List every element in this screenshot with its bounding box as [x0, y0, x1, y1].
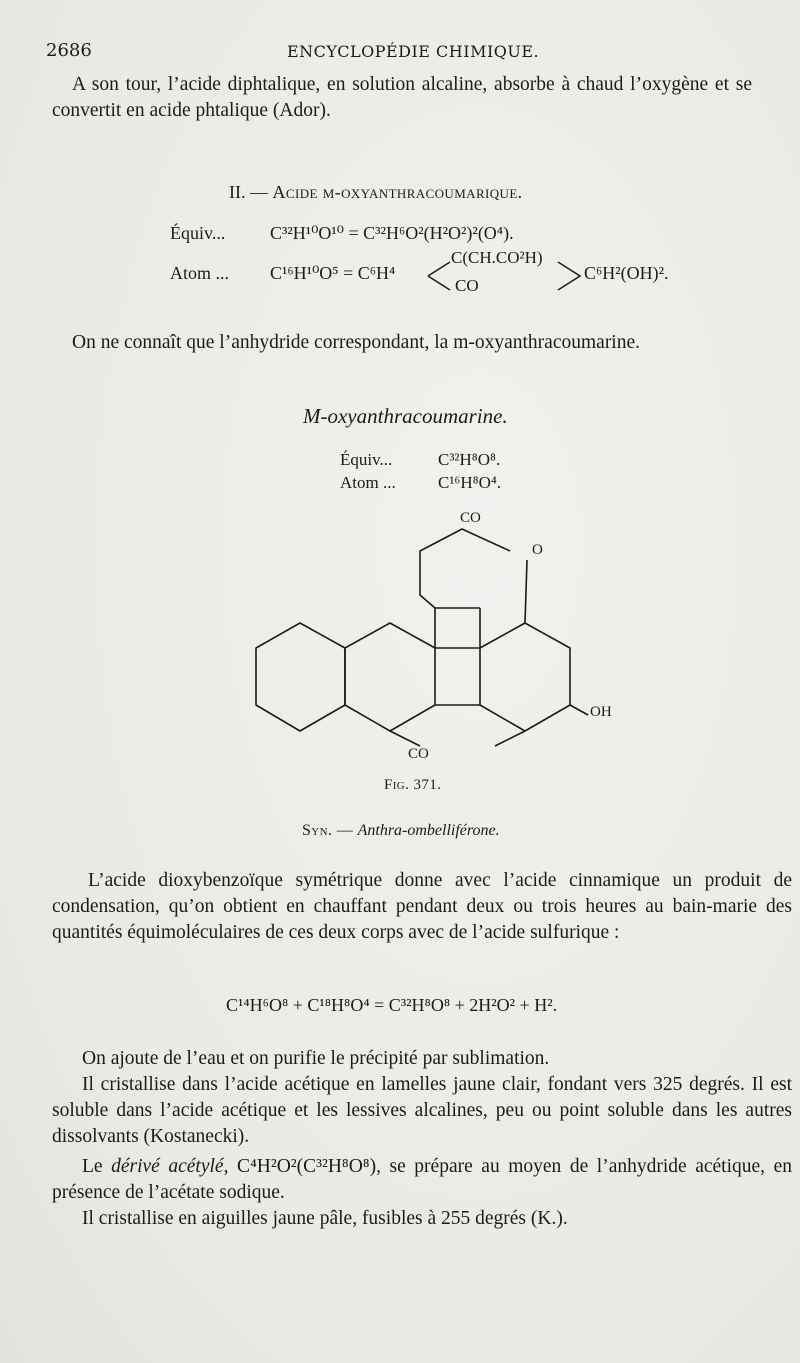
section-number: II. —	[229, 182, 273, 202]
atom-branch-top: C(CH.CO²H)	[451, 248, 543, 267]
paragraph-6	[52, 1154, 792, 1206]
paragraph-5: Il cristallise dans l’acide acétique en lamelles jaune clair, fondant vers 325 degrés. Il est soluble dans l’acide acétique et les lessives alcalines, peu ou point soluble dans les autres dissolvants (Kostanecki).	[52, 1074, 792, 1147]
atom-formula-left: C¹⁶H¹⁰O⁵ = C⁶H⁴	[270, 263, 396, 283]
synonym: Anthra-ombelliférone.	[357, 822, 500, 839]
label-oh: OH	[590, 704, 612, 720]
atom-branch-bottom: CO	[455, 276, 479, 295]
atom-formula-right: C⁶H²(OH)².	[584, 263, 669, 283]
equiv-formula-2: C³²H⁸O⁸.	[438, 450, 501, 469]
lactone-ring	[420, 529, 510, 648]
equiv-label-2: Équiv...	[340, 450, 393, 469]
equiv-formula-1: C³²H¹⁰O¹⁰ = C³²H⁶O²(H²O²)²(O⁴).	[270, 223, 514, 243]
ring-middle	[345, 623, 435, 731]
page-number: 2686	[46, 40, 92, 61]
synonym-prefix: Syn. —	[302, 822, 358, 839]
figure-caption: Fig. 371.	[384, 777, 442, 793]
ring-right	[480, 623, 570, 731]
compound-title: M-oxyanthracoumarine.	[303, 404, 508, 428]
paragraph-2: On ne connaît que l’anhydride correspondant, la m-oxyanthracoumarine.	[72, 332, 641, 353]
paragraph-3: L’acide dioxybenzoïque symétrique donne avec l’acide cinnamique un produit de condensation, qu’on obtient en chauffant pendant deux ou trois heures au bain-marie des quantités équimoléculaires de ces deux corps avec de l’acide sulfurique :	[52, 870, 792, 943]
paragraph-6-rest: , C⁴H²O²(C³²H⁸O⁸), se prépare au moyen de l’anhydride acétique, en présence de l’acétate sodique.	[52, 1156, 792, 1203]
atom-label-2: Atom ...	[340, 473, 396, 492]
equation: C¹⁴H⁶O⁸ + C¹⁸H⁸O⁴ = C³²H⁸O⁸ + 2H²O² + H².	[226, 995, 558, 1015]
paragraph-4: On ajoute de l’eau et on purifie le précipité par sublimation.	[82, 1048, 550, 1069]
label-co-top: CO	[460, 510, 481, 526]
equiv-label-1: Équiv...	[170, 223, 226, 243]
paragraph-7: Il cristallise en aiguilles jaune pâle, fusibles à 255 degrés (K.).	[82, 1208, 568, 1229]
section-title: Acide m-oxyanthracoumarique.	[272, 182, 523, 202]
atom-label-1: Atom ...	[170, 263, 230, 283]
running-title: ENCYCLOPÉDIE CHIMIQUE.	[287, 42, 540, 61]
label-o: O	[532, 542, 543, 558]
paragraph-6-prefix: Le	[82, 1156, 112, 1177]
paragraph-1: A son tour, l’acide diphtalique, en solution alcaline, absorbe à chaud l’oxygène et se convertit en acide phtalique (Ador).	[52, 74, 752, 121]
atom-formula-2: C¹⁶H⁸O⁴.	[438, 473, 502, 492]
paragraph-6-italic: dérivé acétylé	[111, 1156, 224, 1177]
label-co-bottom: CO	[408, 746, 429, 762]
ring-left	[256, 623, 345, 731]
